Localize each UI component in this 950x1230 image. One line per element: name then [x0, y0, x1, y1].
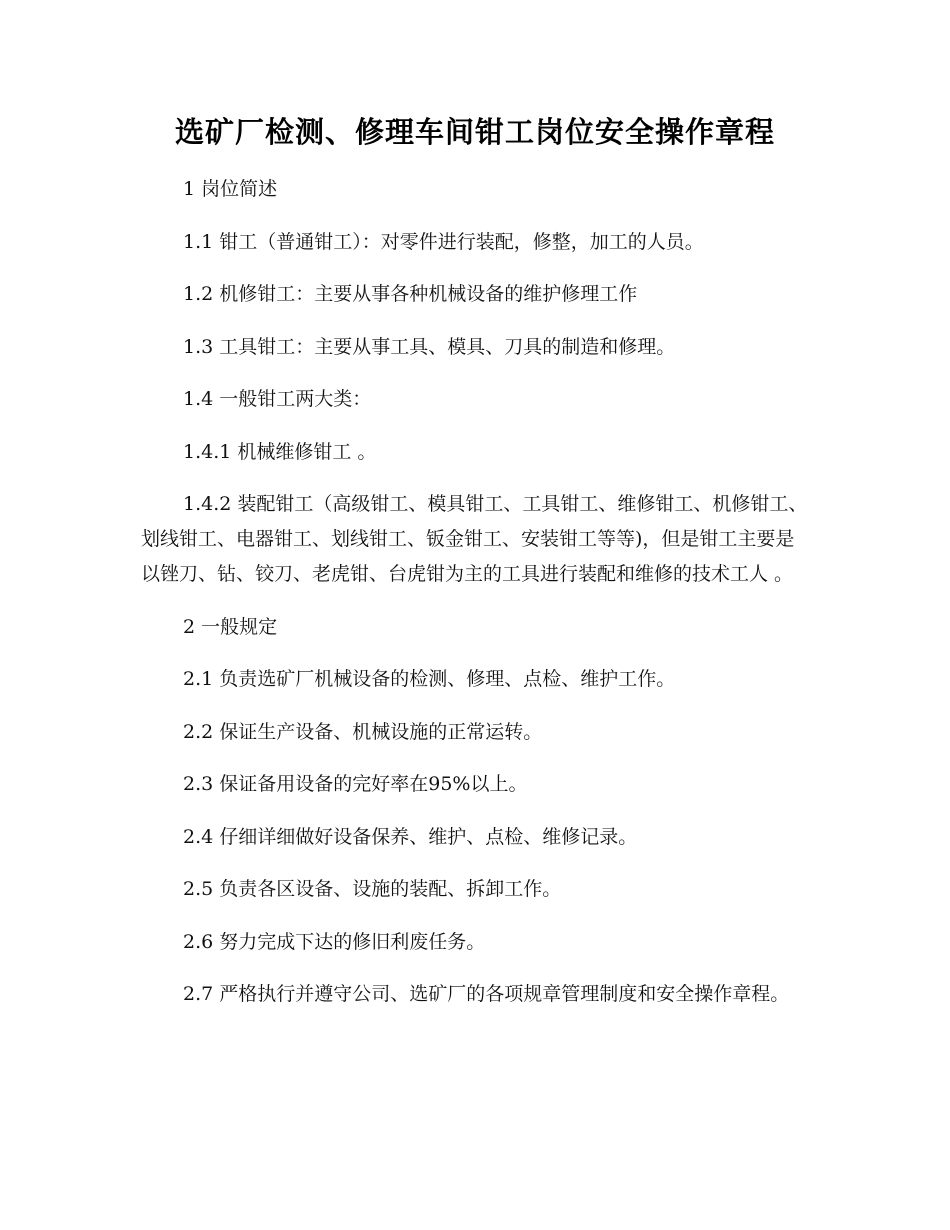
paragraph-2-2: 2.2 保证生产设备、机械设施的正常运转。: [183, 720, 543, 743]
paragraph-2-7: 2.7 严格执行并遵守公司、选矿厂的各项规章管理制度和安全操作章程。: [183, 983, 790, 1005]
paragraph-1-4-2: 1.4.2 装配钳工（高级钳工、模具钳工、工具钳工、维修钳工、机修钳工、划线钳工、电器钳工、划线钳工、钣金钳工、安装钳工等等)，但是钳工主要是以锉刀、钻、铰刀、老虎钳、台虎钳为主的工具进行装配和维修的技术工人 。: [141, 493, 808, 585]
document-title: 选矿厂检测、修理车间钳工岗位安全操作章程: [174, 115, 775, 149]
paragraph-2-3: 2.3 保证备用设备的完好率在95%以上。: [183, 773, 528, 795]
paragraph-2-6: 2.6 努力完成下达的修旧利废任务。: [183, 930, 486, 953]
paragraph-1-4: 1.4 一般钳工两大类：: [183, 388, 372, 410]
paragraph-2-5: 2.5 负责各区设备、设施的装配、拆卸工作。: [183, 878, 562, 900]
paragraph-1-1: 1.1 钳工（普通钳工）：对零件进行装配，修整，加工的人员。: [183, 230, 704, 253]
paragraph-1: 1 岗位简述: [183, 178, 278, 200]
paragraph-1-4-1: 1.4.1 机械维修钳工 。: [183, 440, 377, 463]
paragraph-2-1: 2.1 负责选矿厂机械设备的检测、修理、点检、维护工作。: [183, 668, 676, 690]
paragraph-1-2: 1.2 机修钳工：主要从事各种机械设备的维护修理工作: [183, 283, 638, 305]
paragraph-2: 2 一般规定: [183, 615, 278, 638]
document-body: [141, 172, 809, 1030]
paragraph-2-4: 2.4 仔细详细做好设备保养、维护、点检、维修记录。: [183, 825, 638, 848]
paragraph-1-3: 1.3 工具钳工：主要从事工具、模具、刀具的制造和修理。: [183, 335, 676, 358]
